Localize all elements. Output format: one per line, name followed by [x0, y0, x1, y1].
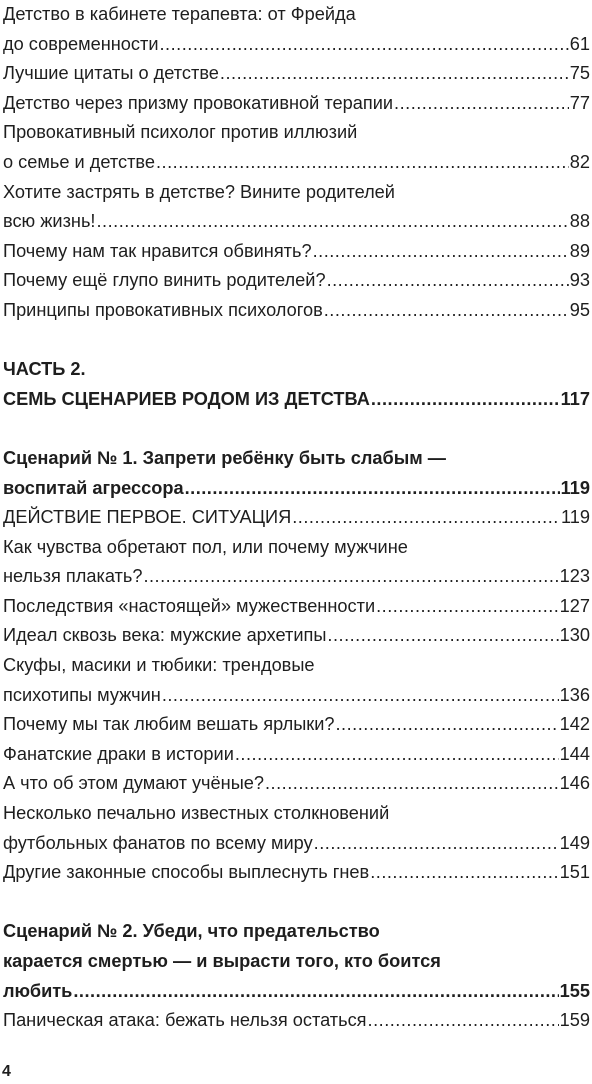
toc-entry-title: Другие законные способы выплеснуть гнев — [3, 862, 370, 883]
page-number: 4 — [2, 1063, 11, 1080]
toc-entry — [3, 355, 590, 414]
toc-entry-title: всю жизнь! — [3, 211, 96, 232]
toc-line — [3, 621, 590, 651]
dot-leader — [314, 829, 559, 859]
toc-entry — [3, 592, 590, 622]
toc-line — [3, 474, 590, 504]
dot-leader — [143, 562, 558, 592]
toc-entry-title: Как чувства обретают пол, или почему мужчине — [3, 536, 408, 557]
toc-entry-title: психотипы мужчин — [3, 684, 161, 705]
toc-page-number: 123 — [559, 566, 590, 587]
toc-line — [3, 296, 590, 326]
toc-page-number: 142 — [559, 714, 590, 735]
toc-line — [3, 592, 590, 622]
dot-leader — [336, 710, 559, 740]
toc-entry-title: Почему мы так любим вешать ярлыки? — [3, 714, 335, 735]
toc-entry-title: Детство в кабинете терапевта: от Фрейда — [3, 4, 356, 24]
toc-line — [3, 769, 590, 799]
toc-page-number: 155 — [559, 980, 590, 1001]
toc-entry-title: Лучшие цитаты о детстве — [3, 63, 219, 84]
toc-line — [3, 59, 590, 89]
toc-entry-title: Фанатские драки в истории — [3, 743, 234, 764]
toc-page-number: 151 — [559, 862, 590, 883]
toc-entry-title: воспитай агрессора — [3, 477, 184, 498]
dot-leader — [292, 503, 560, 533]
toc-entry-title: Несколько печально известных столкновений — [3, 803, 390, 824]
toc-entry-title: Почему нам так нравится обвинять? — [3, 240, 312, 261]
toc-entry-title: футбольных фанатов по всему миру — [3, 832, 313, 853]
toc-entry — [3, 118, 590, 177]
toc-page-number: 75 — [569, 63, 590, 84]
toc-page-number: 82 — [569, 151, 590, 172]
toc-line — [3, 533, 590, 563]
toc-entry — [3, 503, 590, 533]
toc-entry-title: Сценарий № 1. Запрети ребёнку быть слабым — — [3, 447, 446, 468]
dot-leader — [368, 1006, 559, 1036]
toc-line — [3, 917, 590, 947]
toc-line — [3, 30, 590, 60]
toc-entry — [3, 0, 590, 59]
toc-line — [3, 118, 590, 148]
toc-line — [3, 651, 590, 681]
toc-entry — [3, 769, 590, 799]
toc-entry-title: Детство через призму провокативной терапии — [3, 92, 394, 113]
dot-leader — [313, 237, 569, 267]
toc-entry-title: Идеал сквозь века: мужские архетипы — [3, 625, 327, 646]
toc-entry-title: ДЕЙСТВИЕ ПЕРВОЕ. СИТУАЦИЯ — [3, 507, 292, 528]
toc-line — [3, 503, 590, 533]
toc-page-number: 61 — [569, 33, 590, 54]
toc-entry-title: СЕМЬ СЦЕНАРИЕВ РОДОМ ИЗ ДЕТСТВА — [3, 388, 370, 409]
toc-entry — [3, 444, 590, 503]
dot-leader — [73, 977, 558, 1007]
dot-leader — [265, 769, 559, 799]
toc-line — [3, 947, 590, 977]
dot-leader — [324, 296, 569, 326]
toc-line — [3, 355, 590, 385]
toc-line — [3, 148, 590, 178]
toc-page-number: 77 — [569, 92, 590, 113]
toc-entry — [3, 89, 590, 119]
section-gap — [3, 326, 590, 356]
dot-leader — [96, 207, 568, 237]
toc-page-number: 144 — [559, 743, 590, 764]
toc-line — [3, 829, 590, 859]
toc-entry-title: нельзя плакать? — [3, 566, 143, 587]
toc-line — [3, 237, 590, 267]
toc-line — [3, 1006, 590, 1036]
toc-entry-title: ЧАСТЬ 2. — [3, 359, 86, 380]
toc-entry-title: Хотите застрять в детстве? Вините родителей — [3, 181, 395, 202]
section-gap — [3, 888, 590, 918]
toc-entry — [3, 266, 590, 296]
toc-entry — [3, 533, 590, 592]
toc-entry-title: любить — [3, 980, 73, 1001]
dot-leader — [394, 89, 569, 119]
toc-entry-title: Паническая атака: бежать нельзя остаться — [3, 1010, 367, 1031]
toc-page-number: 88 — [569, 211, 590, 232]
toc-page-number: 159 — [559, 1010, 590, 1031]
toc-line — [3, 858, 590, 888]
toc-entry-title: Сценарий № 2. Убеди, что предательство — [3, 921, 380, 942]
toc-entry-title: Скуфы, масики и тюбики: трендовые — [3, 655, 315, 676]
toc-line — [3, 207, 590, 237]
dot-leader — [162, 681, 559, 711]
dot-leader — [370, 858, 558, 888]
toc-entry — [3, 1006, 590, 1036]
dot-leader — [156, 148, 569, 178]
toc-page-number: 93 — [569, 270, 590, 291]
toc-page-number: 146 — [559, 773, 590, 794]
toc-page-number: 136 — [559, 684, 590, 705]
toc-entry — [3, 59, 590, 89]
toc-entry-title: Принципы провокативных психологов — [3, 299, 323, 320]
toc-line — [3, 799, 590, 829]
dot-leader — [185, 474, 560, 504]
toc-entry-title: о семье и детстве — [3, 151, 155, 172]
toc-entry — [3, 237, 590, 267]
toc-entry — [3, 710, 590, 740]
toc-entry — [3, 740, 590, 770]
dot-leader — [327, 621, 558, 651]
toc-page-number: 95 — [569, 299, 590, 320]
toc-entry — [3, 621, 590, 651]
toc-page-number: 117 — [560, 388, 590, 409]
dot-leader — [376, 592, 559, 622]
toc-entry — [3, 178, 590, 237]
toc-line — [3, 178, 590, 208]
toc-entry — [3, 296, 590, 326]
toc-entry-title: Последствия «настоящей» мужественности — [3, 595, 376, 616]
toc-entry — [3, 799, 590, 858]
toc-page-number: 119 — [560, 477, 590, 498]
dot-leader — [235, 740, 559, 770]
toc-entry-title: Почему ещё глупо винить родителей? — [3, 270, 326, 291]
dot-leader — [220, 59, 569, 89]
toc-entry-title: А что об этом думают учёные? — [3, 773, 264, 794]
toc-line — [3, 0, 590, 30]
toc-line — [3, 385, 590, 415]
toc-line — [3, 977, 590, 1007]
toc-line — [3, 266, 590, 296]
section-gap — [3, 414, 590, 444]
toc-entry — [3, 917, 590, 1006]
dot-leader — [371, 385, 560, 415]
toc-page-number: 89 — [569, 240, 590, 261]
toc-line — [3, 562, 590, 592]
toc-page-number: 119 — [561, 507, 590, 528]
toc-line — [3, 710, 590, 740]
toc-page-number: 130 — [559, 625, 590, 646]
toc-entry-title: до современности — [3, 33, 159, 54]
toc-entry — [3, 858, 590, 888]
toc-entry-title: Провокативный психолог против иллюзий — [3, 122, 358, 143]
toc-page-number: 149 — [559, 832, 590, 853]
table-of-contents — [3, 0, 590, 1036]
toc-line — [3, 740, 590, 770]
toc-page-number: 127 — [559, 595, 590, 616]
toc-line — [3, 681, 590, 711]
toc-entry — [3, 651, 590, 710]
dot-leader — [327, 266, 569, 296]
toc-line — [3, 89, 590, 119]
toc-entry-title: карается смертью — и вырасти того, кто боится — [3, 951, 441, 971]
toc-line — [3, 444, 590, 474]
dot-leader — [160, 30, 569, 60]
